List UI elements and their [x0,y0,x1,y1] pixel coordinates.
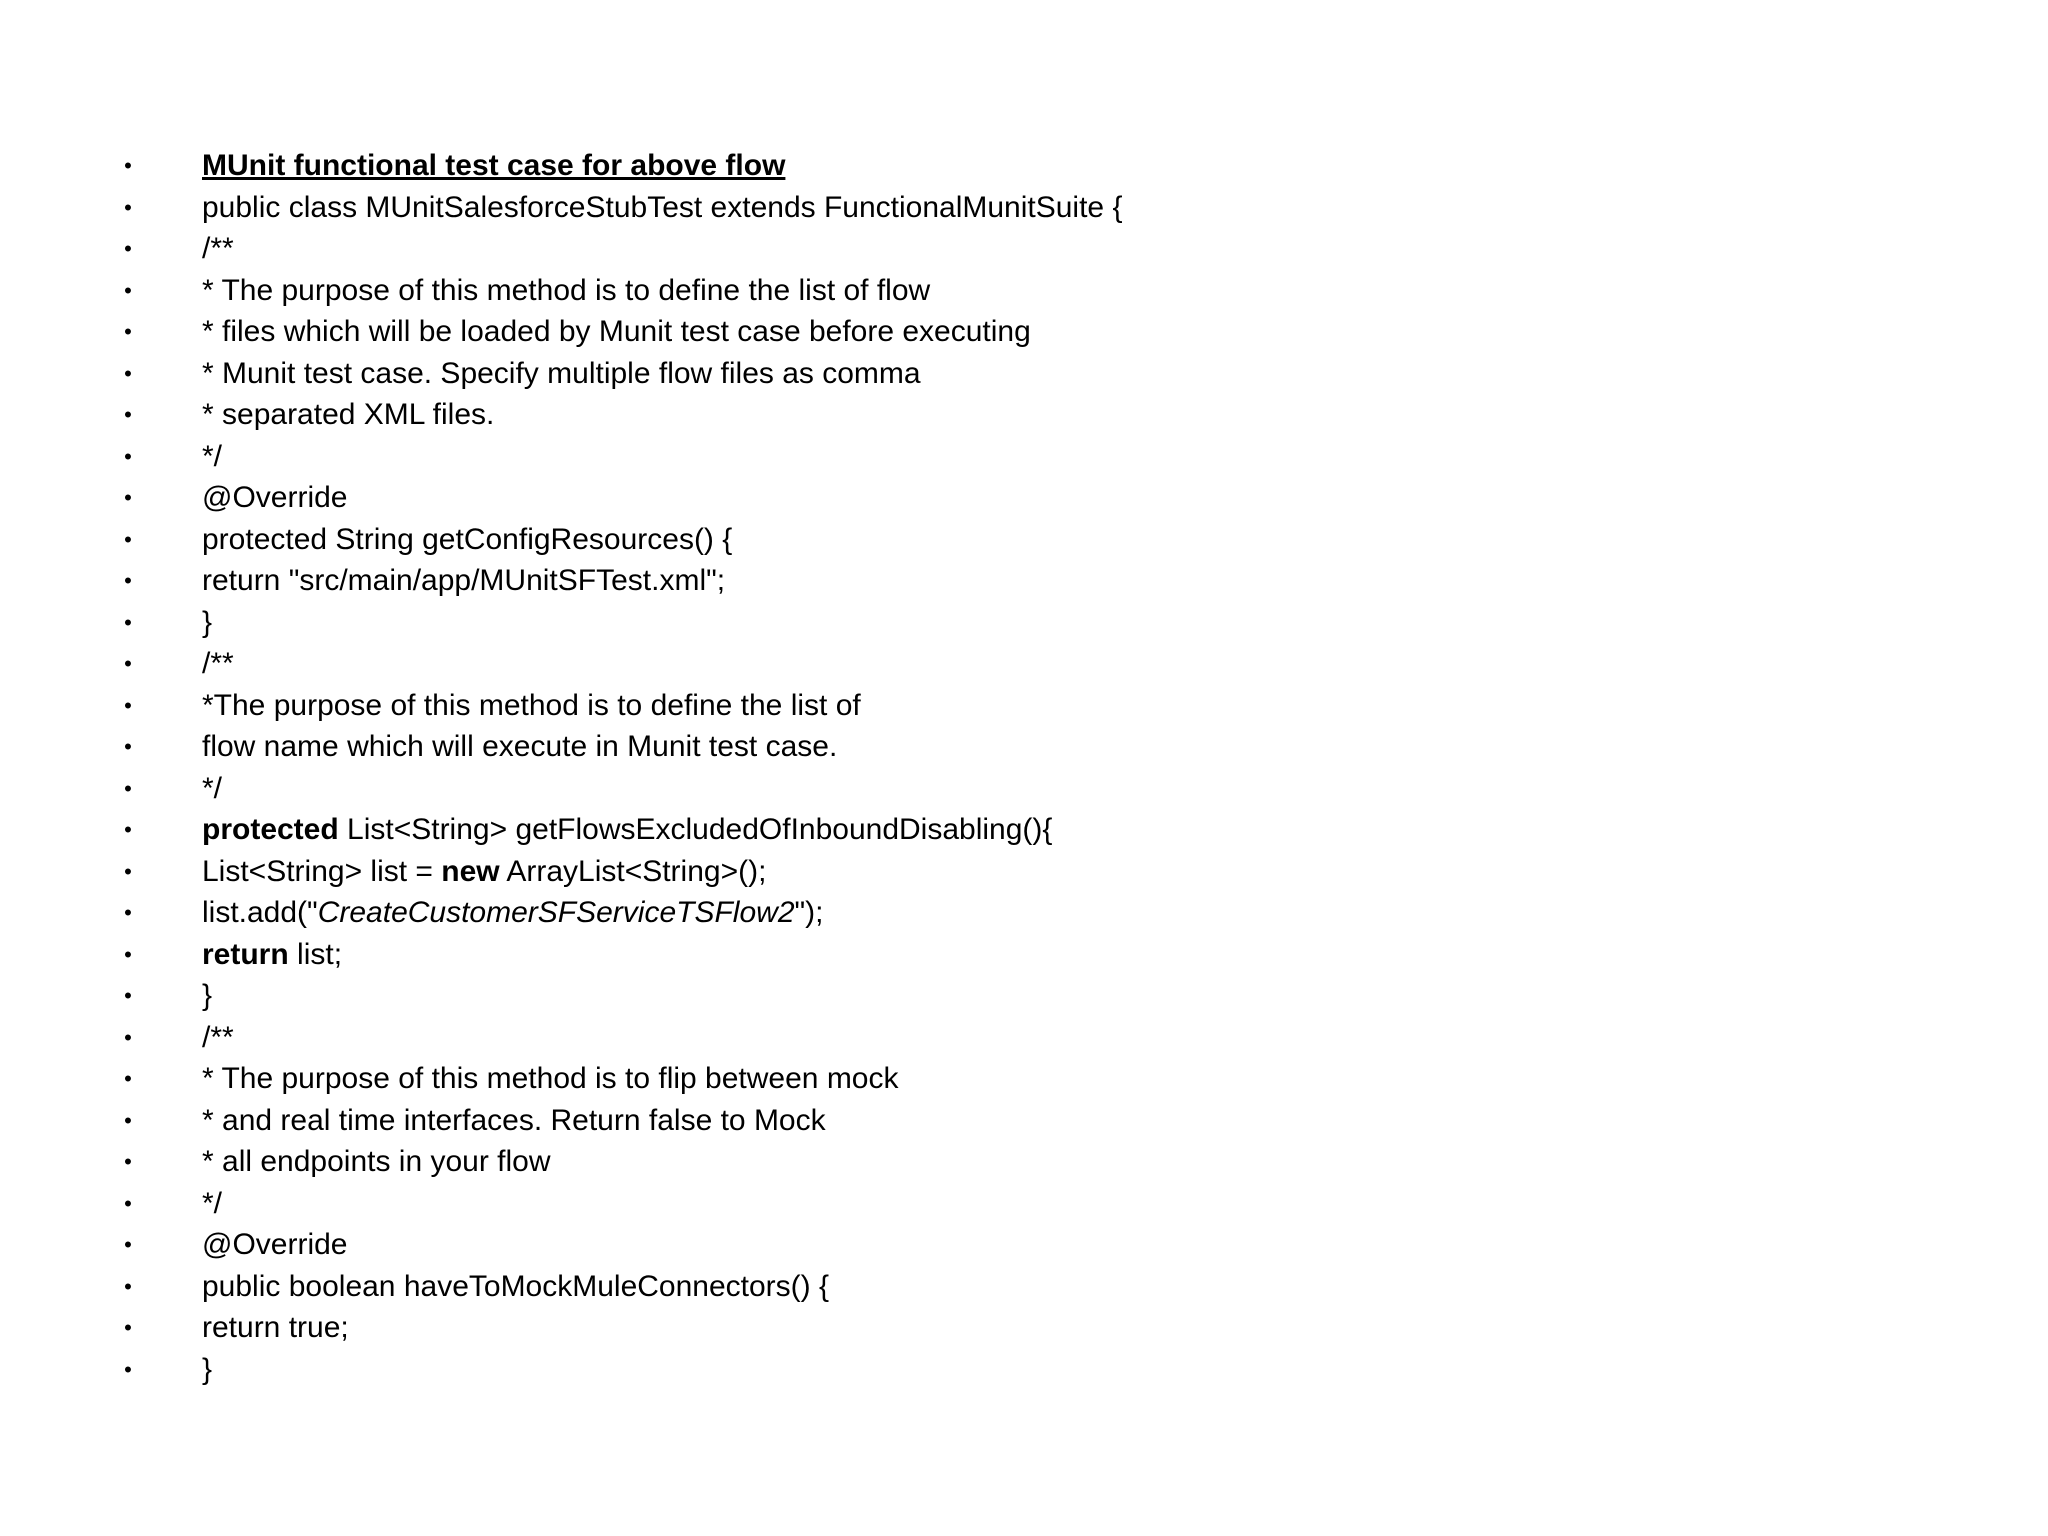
bullet-icon: • [124,817,132,842]
list-item [118,1141,551,1183]
flow-name-literal: CreateCustomerSFServiceTSFlow2 [317,896,795,929]
keyword-new: new [441,854,500,888]
code-text: list; [288,937,343,971]
bullet-icon: • [124,609,132,635]
list-item [118,353,921,395]
list-item [118,1349,213,1391]
code-line: public class MUnitSalesforceStubTest extends FunctionalMunitSuite { [202,190,1123,224]
list-item [118,560,726,602]
bullet-icon: • [124,1107,132,1133]
bullet-icon: • [124,277,132,303]
code-line: * all endpoints in your flow [202,1145,551,1178]
code-line: * files which will be loaded by Munit test case before executing [202,315,1031,348]
bullet-icon: • [124,1190,132,1216]
bullet-icon: • [124,1149,132,1174]
code-line [202,934,342,976]
list-item [118,394,495,436]
list-item [118,768,223,810]
code-line: /** [202,232,234,265]
bullet-icon: • [124,651,132,676]
list-item [118,602,213,644]
list-item [118,809,1053,851]
code-line: flow name which will execute in Munit test case. [202,730,838,763]
list-item [118,1017,234,1059]
list-item [118,519,733,561]
code-line: * separated XML files. [202,398,495,431]
code-line: return "src/main/app/MUnitSFTest.xml"; [202,564,726,597]
bullet-icon: • [124,775,132,801]
code-line: /** [202,1020,234,1054]
bullet-icon: • [124,568,132,593]
bullet-icon: • [124,858,132,884]
list-item [118,892,824,934]
list-item [118,1183,223,1225]
code-line: /** [202,647,234,680]
bullet-icon: • [124,153,132,178]
bullet-icon: • [124,526,132,552]
code-line [202,809,1052,851]
bullet-icon: • [124,1273,132,1299]
code-line: * The purpose of this method is to define the list of flow [202,273,931,307]
bullet-icon: • [124,485,132,510]
code-line: * Munit test case. Specify multiple flow files as comma [202,356,921,390]
code-line: } [202,605,213,639]
bullet-icon: • [124,1066,132,1091]
bullet-icon: • [124,402,132,427]
list-item [118,643,234,685]
bullet-icon: • [124,941,132,967]
code-line [202,851,766,893]
bullet-icon: • [124,900,132,925]
code-text: list.add(" [202,896,318,929]
code-line: */ [202,1186,223,1220]
bullet-icon: • [124,734,132,759]
code-text: List<String> getFlowsExcludedOfInboundDisabling(){ [338,813,1053,846]
code-text: ArrayList<String>(); [499,854,767,888]
bullet-icon: • [124,983,132,1008]
code-line: */ [202,771,223,805]
code-line: } [202,1352,213,1386]
list-item [118,1224,348,1266]
code-line [202,892,824,934]
section-heading: MUnit functional test case for above flow [202,149,786,182]
code-line: */ [202,439,223,473]
list-item [118,311,1031,353]
keyword-return: return [202,937,289,971]
code-line: } [202,979,213,1012]
bullet-icon: • [124,443,132,469]
code-line: * The purpose of this method is to flip between mock [202,1062,899,1095]
code-line: protected String getConfigResources() { [202,522,733,556]
list-item [118,228,234,270]
bullet-icon: • [124,1315,132,1340]
code-text: "); [794,896,824,929]
list-item [118,477,348,519]
list-item [118,851,767,893]
list-item [118,270,931,312]
code-line: * and real time interfaces. Return false to Mock [202,1103,826,1137]
list-item [118,1058,899,1100]
list-item [118,145,786,187]
keyword-protected: protected [202,813,339,846]
code-line: public boolean haveToMockMuleConnectors() { [202,1269,830,1303]
list-item [118,187,1123,229]
code-bullet-list [118,145,1123,1390]
list-item [118,975,213,1017]
code-line: *The purpose of this method is to define the list of [202,688,861,722]
bullet-icon: • [124,1232,132,1257]
code-line: return true; [202,1311,349,1344]
bullet-icon: • [124,1356,132,1382]
list-item [118,726,838,768]
list-item [118,436,223,478]
bullet-icon: • [124,194,132,220]
bullet-icon: • [124,236,132,261]
bullet-icon: • [124,360,132,386]
bullet-icon: • [124,692,132,718]
list-item [118,1266,830,1308]
code-line: @Override [202,1228,348,1261]
bullet-icon: • [124,319,132,344]
list-item [118,1100,826,1142]
code-line: @Override [202,481,348,514]
code-text: List<String> list = [202,854,442,888]
list-item [118,934,343,976]
bullet-icon: • [124,1024,132,1050]
list-item [118,685,861,727]
list-item [118,1307,349,1349]
